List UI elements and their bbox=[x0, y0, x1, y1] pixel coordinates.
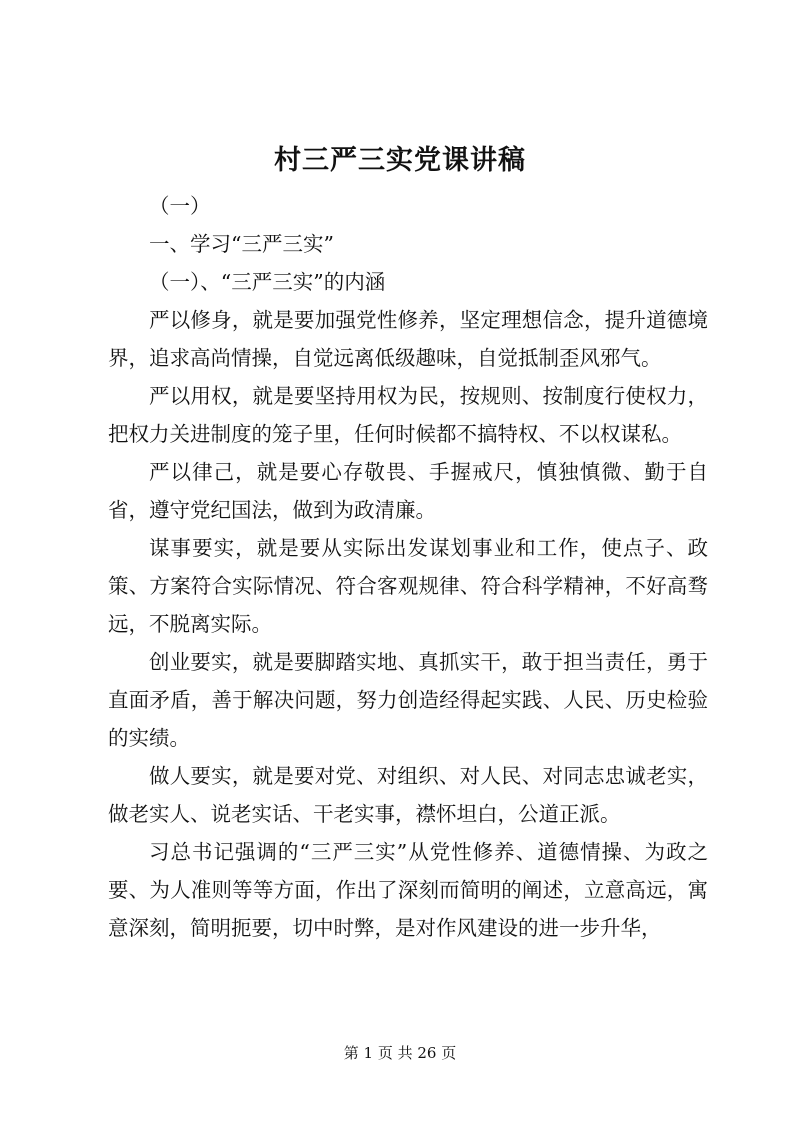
paragraph-strict-self-cultivation: 严以修身，就是要加强党性修养，坚定理想信念，提升道德境界，追求高尚情操，自觉远离低级趣味，自觉抵制歪风邪气。 bbox=[108, 308, 708, 370]
subsection-heading: （一）、“三严三实”的内涵 bbox=[149, 270, 386, 294]
paragraph-practical-conduct: 做人要实，就是要对党、对组织、对人民、对同志忠诚老实，做老实人、说老实话、干老实事，襟怀坦白，公道正派。 bbox=[108, 764, 708, 826]
document-title: 村三严三实党课讲稿 bbox=[274, 145, 526, 176]
document-body bbox=[108, 187, 708, 947]
paragraph-summary: 习总书记强调的“三严三实”从党性修养、道德情操、为政之要、为人准则等等方面，作出了深刻而简明的阐述，立意高远，寓意深刻，简明扼要，切中时弊，是对作风建设的进一步升华， bbox=[108, 840, 708, 940]
section-marker: （一） bbox=[149, 194, 211, 218]
paragraph-strict-self-discipline: 严以律己，就是要心存敬畏、手握戒尺，慎独慎微、勤于自省，遵守党纪国法，做到为政清廉。 bbox=[108, 460, 708, 522]
paragraph-strict-power-use: 严以用权，就是要坚持用权为民，按规则、按制度行使权力，把权力关进制度的笼子里，任何时候都不搞特权、不以权谋私。 bbox=[108, 384, 708, 446]
paragraph-practical-planning: 谋事要实，就是要从实际出发谋划事业和工作，使点子、政策、方案符合实际情况、符合客观规律、符合科学精神，不好高骛远，不脱离实际。 bbox=[108, 536, 708, 636]
page-number-footer: 第 1 页 共 26 页 bbox=[343, 1044, 457, 1062]
section-heading: 一、学习“三严三实” bbox=[149, 232, 334, 256]
paragraph-practical-undertaking: 创业要实，就是要脚踏实地、真抓实干，敢于担当责任，勇于直面矛盾，善于解决问题，努力创造经得起实践、人民、历史检验的实绩。 bbox=[108, 650, 708, 750]
